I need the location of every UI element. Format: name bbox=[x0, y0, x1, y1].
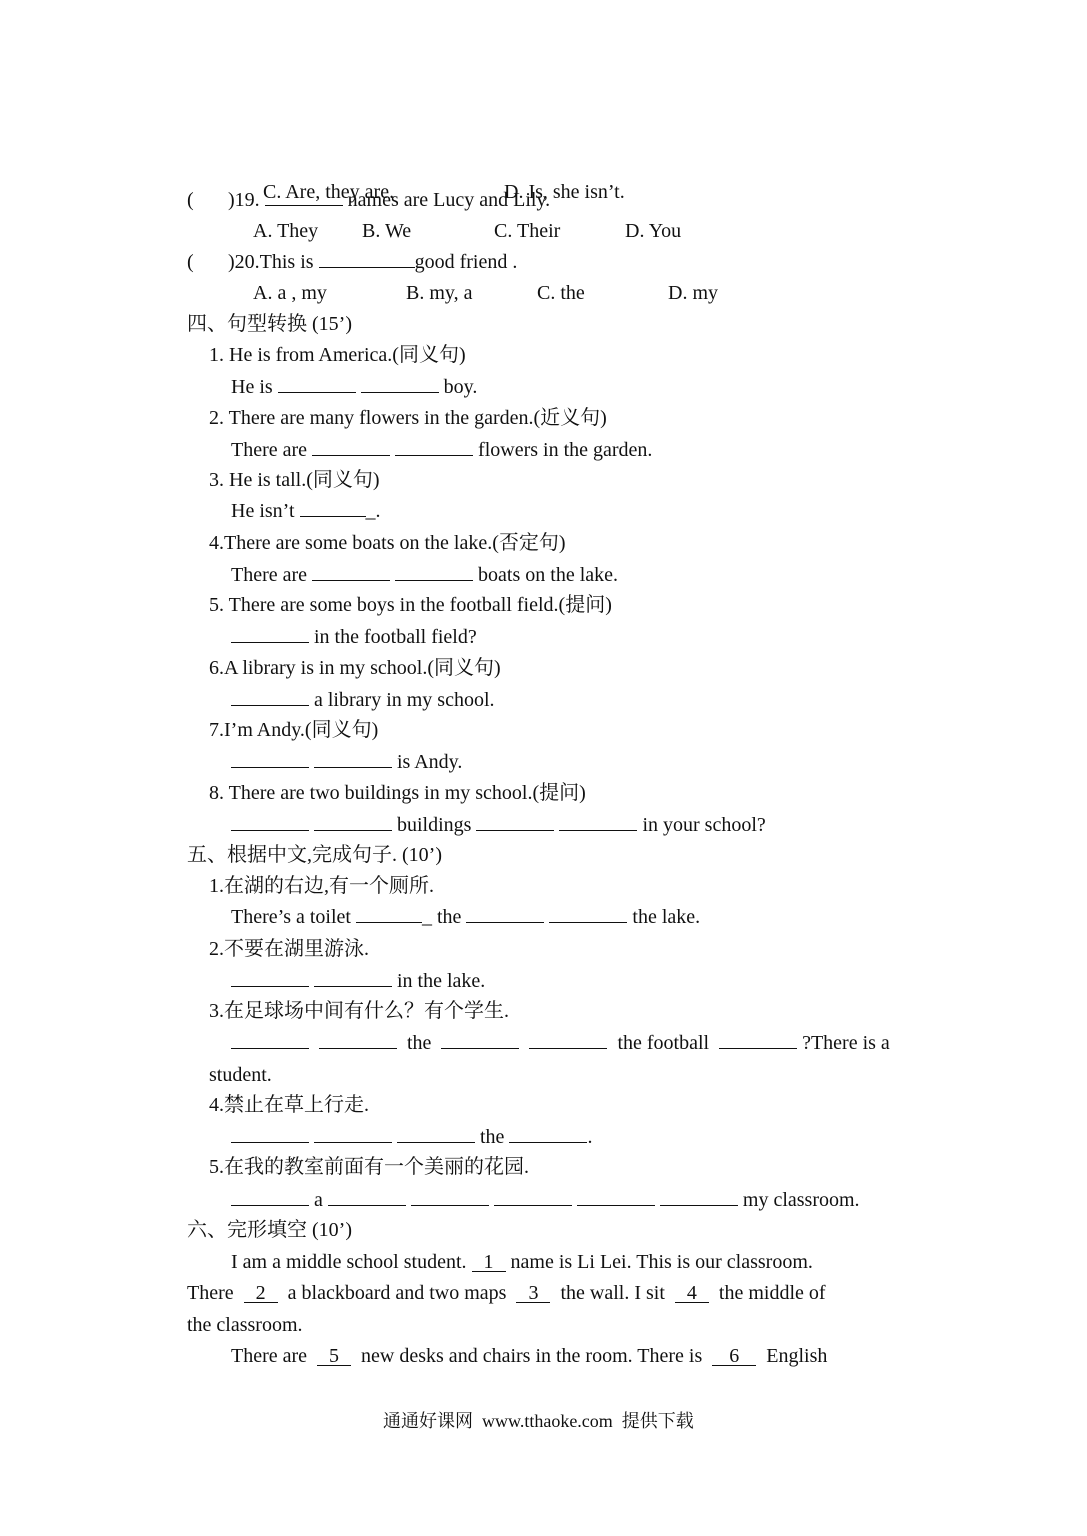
answer-text: flowers in the garden. bbox=[473, 439, 653, 461]
blank bbox=[395, 563, 473, 581]
question-20 bbox=[228, 250, 517, 274]
blank bbox=[231, 1125, 309, 1143]
blank bbox=[577, 1188, 655, 1206]
answer-text: in your school? bbox=[637, 814, 766, 836]
blank bbox=[395, 438, 473, 456]
blank bbox=[231, 813, 309, 831]
blank bbox=[319, 1031, 397, 1049]
blank bbox=[361, 375, 439, 393]
blank-number: 3 bbox=[516, 1284, 550, 1303]
blank-number: 6 bbox=[712, 1347, 756, 1366]
s4-question-1: 1. He is from America.(同义句) bbox=[209, 344, 466, 366]
cloze-line-3: the classroom. bbox=[187, 1314, 303, 1336]
q19-option-c bbox=[494, 219, 560, 243]
blank bbox=[411, 1188, 489, 1206]
question-text: names are Lucy and Lily. bbox=[342, 189, 551, 211]
q20-option-a bbox=[253, 281, 327, 305]
s4-answer-6 bbox=[231, 688, 495, 712]
question-text: good friend . bbox=[414, 251, 518, 273]
answer-text: the bbox=[402, 1032, 437, 1054]
blank-number: 4 bbox=[675, 1284, 709, 1303]
s5-question-2: 2.不要在湖里游泳. bbox=[209, 938, 369, 960]
passage-text: a blackboard and two maps bbox=[282, 1282, 512, 1304]
blank bbox=[660, 1188, 738, 1206]
blank-number: 2 bbox=[244, 1284, 278, 1303]
passage-text: the wall. I sit bbox=[555, 1282, 670, 1304]
answer-text: my classroom. bbox=[737, 1189, 860, 1211]
passage-text: There bbox=[187, 1282, 239, 1304]
option-c: C. Are, they are. bbox=[263, 181, 395, 203]
passage-text: the middle of bbox=[713, 1282, 826, 1304]
answer-text: _ the bbox=[421, 906, 467, 928]
s4-question-4: 4.There are some boats on the lake.(否定句) bbox=[209, 532, 566, 554]
s4-answer-2 bbox=[231, 438, 652, 462]
blank bbox=[312, 438, 390, 456]
answer-text: There are bbox=[231, 439, 313, 461]
blank bbox=[494, 1188, 572, 1206]
option-a: A. They bbox=[253, 220, 319, 242]
section-6-heading: 六、完形填空 (10’) bbox=[187, 1219, 352, 1241]
s4-answer-1 bbox=[231, 375, 477, 399]
blank bbox=[231, 688, 309, 706]
answer-text: He isn’t bbox=[231, 500, 300, 522]
option-c: C. Their bbox=[494, 220, 561, 242]
passage-text: new desks and chairs in the room. There is bbox=[356, 1345, 708, 1367]
s4-answer-7 bbox=[231, 750, 462, 774]
passage-text: name is Li Lei. This is our classroom. bbox=[505, 1251, 813, 1273]
blank bbox=[549, 905, 627, 923]
passage-text: English bbox=[761, 1345, 828, 1367]
s5-answer-5 bbox=[231, 1188, 860, 1212]
answer-text: in the football field? bbox=[309, 626, 477, 648]
s4-answer-5 bbox=[231, 625, 477, 649]
option-b: B. We bbox=[362, 220, 412, 242]
passage-text: There are bbox=[231, 1345, 313, 1367]
blank bbox=[719, 1031, 797, 1049]
blank bbox=[312, 563, 390, 581]
option-a: A. a , my bbox=[253, 282, 327, 304]
s5-question-5: 5.在我的教室前面有一个美丽的花园. bbox=[209, 1156, 529, 1178]
answer-text: boats on the lake. bbox=[473, 564, 619, 586]
section-5-heading: 五、根据中文,完成句子. (10’) bbox=[187, 844, 442, 866]
blank bbox=[441, 1031, 519, 1049]
blank bbox=[559, 813, 637, 831]
s5-question-3: 3.在足球场中间有什么？有个学生. bbox=[209, 1000, 509, 1022]
s5-answer-1 bbox=[231, 905, 700, 929]
blank bbox=[466, 905, 544, 923]
blank bbox=[397, 1125, 475, 1143]
answer-paren-open: ( bbox=[187, 189, 194, 211]
answer-text: a bbox=[309, 1189, 328, 1211]
blank bbox=[231, 1031, 309, 1049]
blank bbox=[231, 750, 309, 768]
answer-text: is Andy. bbox=[392, 751, 463, 773]
q20-option-c bbox=[537, 281, 585, 305]
answer-paren-open: ( bbox=[187, 251, 194, 273]
answer-text: boy. bbox=[438, 376, 478, 398]
q19-option-a bbox=[253, 219, 318, 243]
passage-text: I am a middle school student. bbox=[231, 1251, 472, 1273]
option-d: D. You bbox=[625, 220, 682, 242]
blank bbox=[314, 1125, 392, 1143]
answer-text: He is bbox=[231, 376, 278, 398]
blank bbox=[300, 499, 366, 517]
s5-answer-2 bbox=[231, 969, 485, 993]
answer-text: There are bbox=[231, 564, 313, 586]
question-number: )19. bbox=[228, 189, 260, 211]
answer-text: the football bbox=[612, 1032, 715, 1054]
cloze-line-4 bbox=[231, 1344, 827, 1368]
answer-text: a library in my school. bbox=[309, 689, 495, 711]
option-b: B. my, a bbox=[406, 282, 473, 304]
q20-paren bbox=[187, 250, 194, 274]
s4-question-7: 7.I’m Andy.(同义句) bbox=[209, 719, 379, 741]
s5-answer-3 bbox=[231, 1031, 890, 1055]
blank-number: 1 bbox=[472, 1253, 506, 1272]
blank bbox=[356, 905, 422, 923]
q19-paren bbox=[187, 188, 194, 212]
s4-question-3: 3. He is tall.(同义句) bbox=[209, 469, 380, 491]
blank-number: 5 bbox=[317, 1347, 351, 1366]
q20-option-b bbox=[406, 281, 472, 305]
blank bbox=[319, 250, 415, 268]
section-4-heading: 四、句型转换 (15’) bbox=[187, 313, 352, 335]
s4-answer-8 bbox=[231, 813, 766, 837]
answer-text: the bbox=[475, 1126, 510, 1148]
blank bbox=[314, 750, 392, 768]
blank bbox=[231, 969, 309, 987]
s5-answer-4 bbox=[231, 1125, 592, 1149]
s5-answer-3-cont: student. bbox=[209, 1064, 272, 1086]
blank bbox=[328, 1188, 406, 1206]
blank bbox=[231, 625, 309, 643]
answer-text: in the lake. bbox=[392, 970, 486, 992]
q20-option-d bbox=[668, 281, 718, 305]
blank bbox=[231, 1188, 309, 1206]
answer-text: the lake. bbox=[627, 906, 701, 928]
page-footer: 通通好课网 www.tthaoke.com 提供下载 bbox=[383, 1411, 694, 1431]
blank bbox=[314, 969, 392, 987]
answer-text: . bbox=[587, 1126, 593, 1148]
s4-question-8: 8. There are two buildings in my school.(提问) bbox=[209, 782, 586, 804]
s5-question-1: 1.在湖的右边,有一个厕所. bbox=[209, 875, 434, 897]
s4-answer-4 bbox=[231, 563, 618, 587]
s4-question-6: 6.A library is in my school.(同义句) bbox=[209, 657, 501, 679]
blank bbox=[529, 1031, 607, 1049]
blank bbox=[509, 1125, 587, 1143]
s4-answer-3 bbox=[231, 499, 381, 523]
s5-question-4: 4.禁止在草上行走. bbox=[209, 1094, 369, 1116]
s4-question-2: 2. There are many flowers in the garden.(近义句) bbox=[209, 407, 607, 429]
answer-text: There’s a toilet bbox=[231, 906, 356, 928]
cloze-line-1 bbox=[231, 1250, 813, 1274]
option-d: D. my bbox=[668, 282, 718, 304]
blank bbox=[314, 813, 392, 831]
s4-question-5: 5. There are some boys in the football field.(提问) bbox=[209, 594, 612, 616]
blank bbox=[265, 188, 343, 206]
blank bbox=[476, 813, 554, 831]
option-d: D. Is, she isn’t. bbox=[504, 181, 625, 203]
answer-text: buildings bbox=[392, 814, 477, 836]
answer-text: _. bbox=[365, 500, 381, 522]
answer-text: ?There is a bbox=[797, 1032, 890, 1054]
cloze-line-2 bbox=[187, 1281, 826, 1305]
question-number: )20.This is bbox=[228, 251, 319, 273]
q19-option-b bbox=[362, 219, 411, 243]
question-19 bbox=[228, 188, 550, 212]
blank bbox=[278, 375, 356, 393]
q19-option-d bbox=[625, 219, 681, 243]
option-c: C. the bbox=[537, 282, 585, 304]
